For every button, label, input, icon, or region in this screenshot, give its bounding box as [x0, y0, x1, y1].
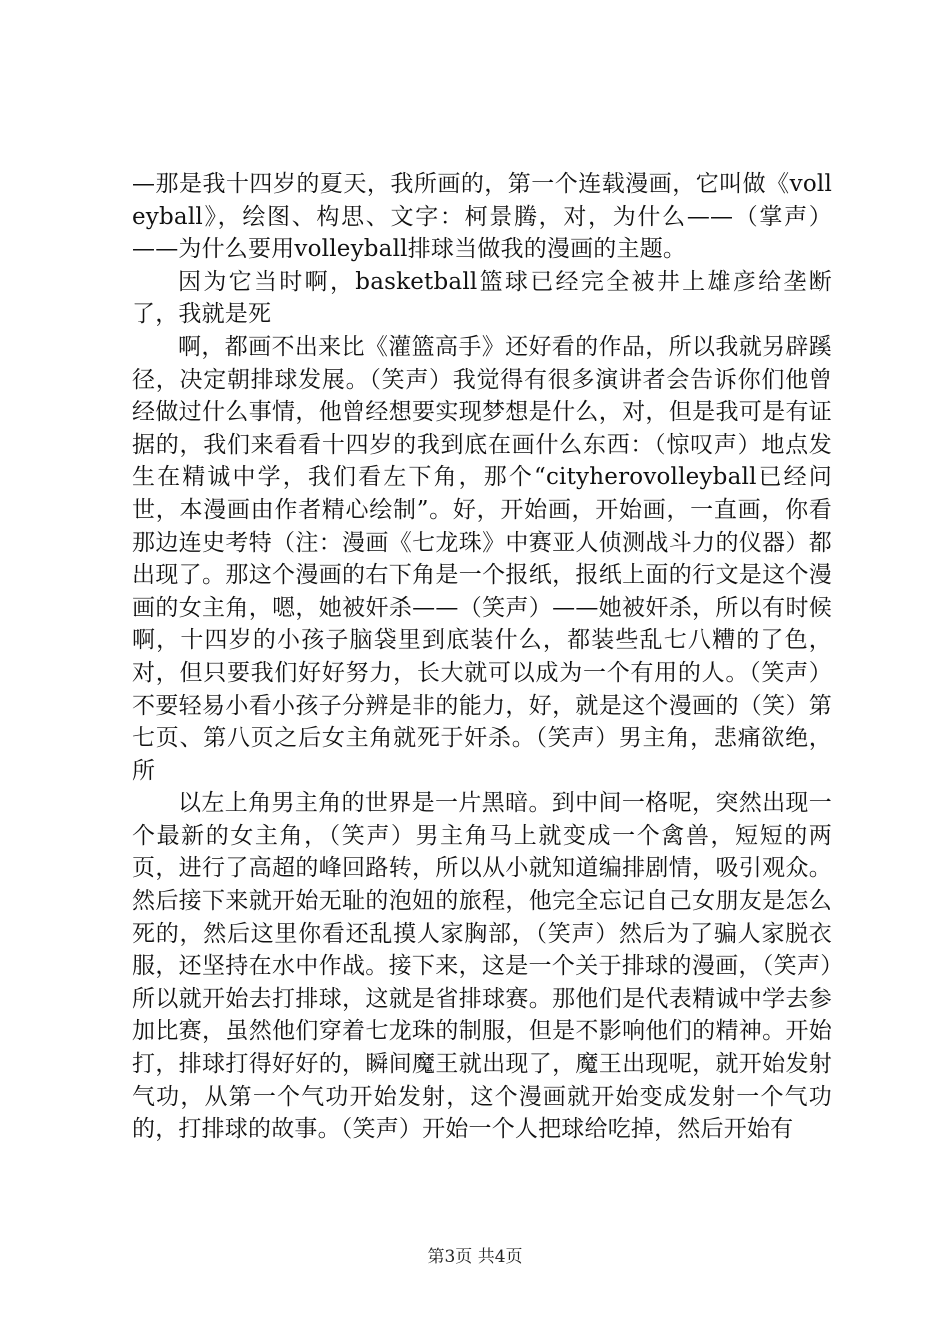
body-text: [132, 168, 832, 1146]
paragraph-3: 啊，都画不出来比《灌篮高手》还好看的作品，所以我就另辟蹊径，决定朝排球发展。（笑声）我觉得有很多演讲者会告诉你们他曾经做过什么事情，他曾经想要实现梦想是什么，对，但是我可是有证据的，我们来看看十四岁的我到底在画什么东西：（惊叹声）地点发生在精诚中学，我们看左下角，那个“cityherovolleyball已经问世，本漫画由作者精心绘制”。好，开始画，开始画，一直画，你看那边连史考特（注：漫画《七龙珠》中赛亚人侦测战斗力的仪器）都出现了。那这个漫画的右下角是一个报纸，报纸上面的行文是这个漫画的女主角，嗯，她被奸杀——（笑声）——她被奸杀，所以有时候啊，十四岁的小孩子脑袋里到底装什么，都装些乱七八糟的了色，对，但只要我们好好努力，长大就可以成为一个有用的人。（笑声）不要轻易小看小孩子分辨是非的能力，好，就是这个漫画的（笑）第七页、第八页之后女主角就死于奸杀。（笑声）男主角，悲痛欲绝，所: [132, 333, 832, 784]
paragraph-4: 以左上角男主角的世界是一片黑暗。到中间一格呢，突然出现一个最新的女主角，（笑声）男主角马上就变成一个禽兽，短短的两页，进行了高超的峰回路转，所以从小就知道编排剧情，吸引观众。然后接下来就开始无耻的泡妞的旅程，他完全忘记自己女朋友是怎么死的，然后这里你看还乱摸人家胸部，（笑声）然后为了骗人家脱衣服，还坚持在水中作战。接下来，这是一个关于排球的漫画，（笑声）所以就开始去打排球，这就是省排球赛。那他们是代表精诚中学去参加比赛，虽然他们穿着七龙珠的制服，但是不影响他们的精神。开始打，排球打得好好的，瞬间魔王就出现了，魔王出现呢，就开始发射气功，从第一个气功开始发射，这个漫画就开始变成发射一个气功的，打排球的故事。（笑声）开始一个人把球给吃掉，然后开始有: [132, 790, 832, 1143]
paragraph-2: 因为它当时啊，basketball篮球已经完全被井上雄彦给垄断了，我就是死: [132, 268, 832, 328]
page-number-footer: 第3页 共4页: [427, 1247, 523, 1267]
paragraph-1: —那是我十四岁的夏天，我所画的，第一个连载漫画，它叫做《volleyball》，绘图、构思、文字：柯景腾，对，为什么——（掌声）——为什么要用volleyball排球当做我的漫画的主题。: [132, 171, 832, 263]
